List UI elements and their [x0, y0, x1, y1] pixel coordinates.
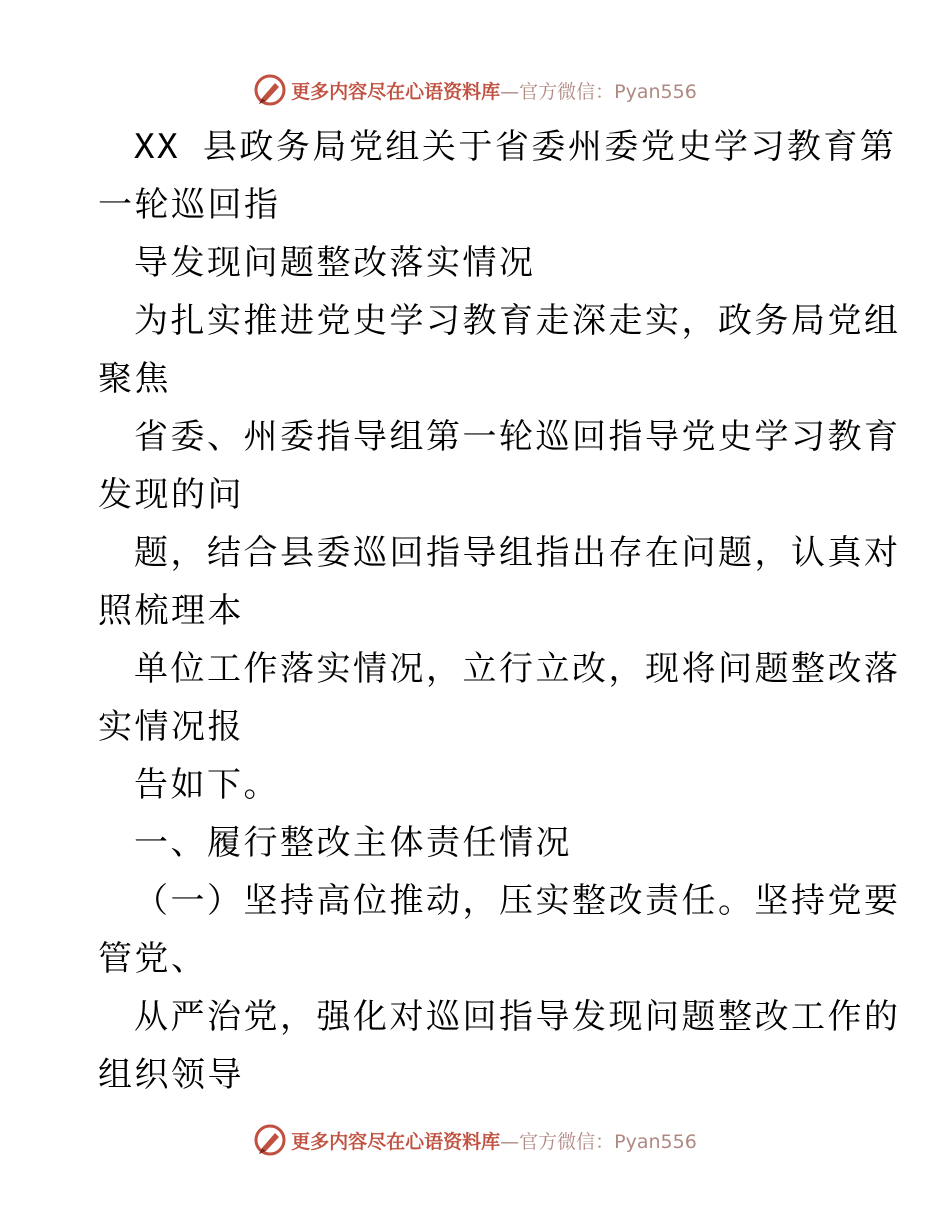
- text-line: 一、履行整改主体责任情况: [134, 823, 572, 863]
- text-line: 照梳理本: [98, 591, 244, 631]
- text-line: XX 县政务局党组关于省委州委党史学习教育第: [134, 127, 897, 167]
- text-line: 告如下。: [134, 765, 280, 805]
- banner-wechat: —官方微信：Pyan556: [500, 1130, 697, 1153]
- text-line: 聚焦: [98, 359, 171, 399]
- text-line: 省委、州委指导组第一轮巡回指导党史学习教育: [134, 417, 901, 457]
- text-line: 管党、: [98, 939, 208, 979]
- banner-title: 更多内容尽在心语资料库: [291, 1130, 501, 1153]
- banner-title: 更多内容尽在心语资料库: [291, 80, 501, 103]
- text-line: 导发现问题整改落实情况: [134, 243, 536, 283]
- text-line: 题，结合县委巡回指导组指出存在问题，认真对: [134, 533, 901, 573]
- text-line: 发现的问: [98, 475, 244, 515]
- document-body: [98, 118, 901, 1104]
- text-line: 实情况报: [98, 707, 244, 747]
- header-banner: [0, 68, 950, 112]
- text-line: 从严治党，强化对巡回指导发现问题整改工作的: [134, 997, 901, 1037]
- pen-logo-icon: [253, 73, 287, 107]
- banner-wechat: —官方微信：Pyan556: [500, 80, 697, 103]
- pen-logo-icon: [253, 1123, 287, 1157]
- text-line: 组织领导: [98, 1055, 244, 1095]
- text-line: （一）坚持高位推动，压实整改责任。坚持党要: [134, 881, 901, 921]
- footer-banner: [0, 1118, 950, 1162]
- text-line: 单位工作落实情况，立行立改，现将问题整改落: [134, 649, 901, 689]
- text-line: 一轮巡回指: [98, 185, 281, 225]
- text-line: 为扎实推进党史学习教育走深走实，政务局党组: [134, 301, 901, 341]
